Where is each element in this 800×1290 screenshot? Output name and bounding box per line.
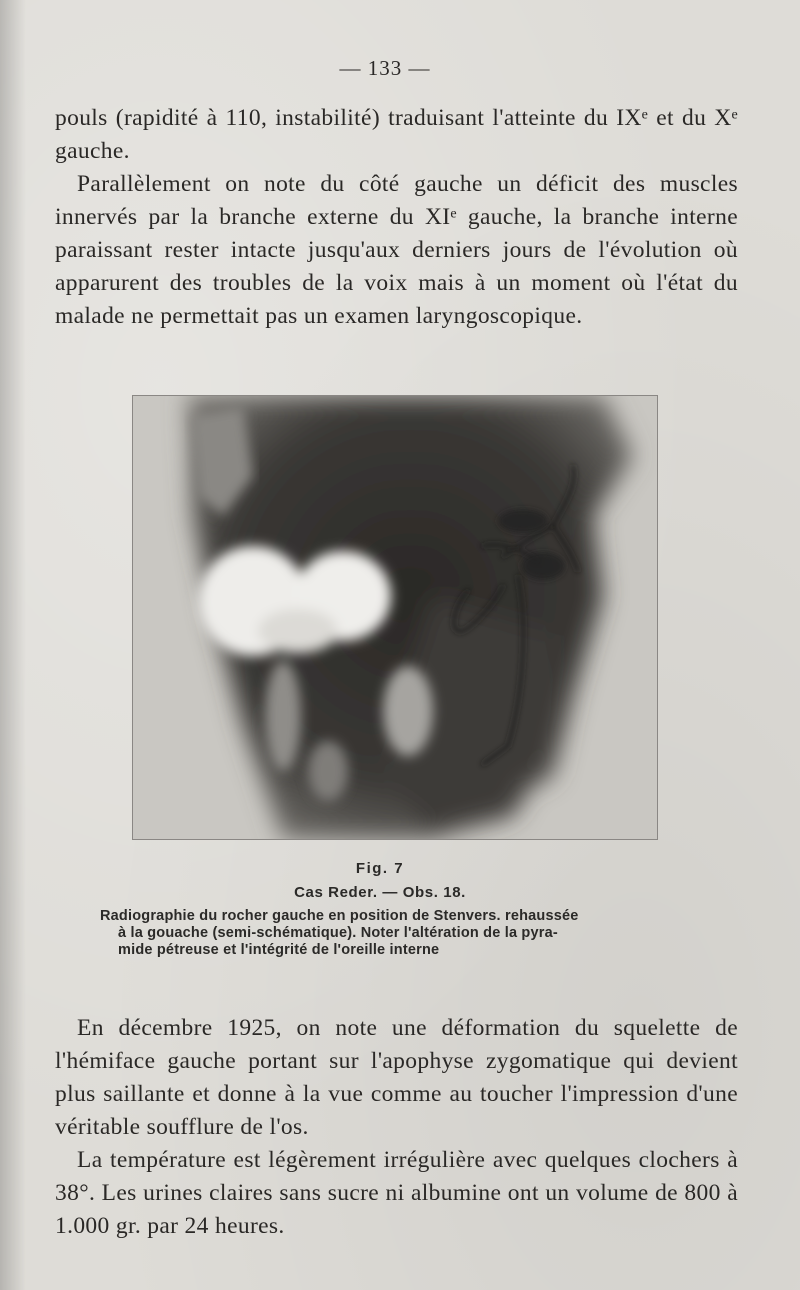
figure-description-line: Radiographie du rocher gauche en position de Stenvers. rehaussée: [100, 908, 579, 924]
figure-case: Cas Reder. — Obs. 18.: [294, 884, 466, 901]
page-number: — 133 —: [339, 56, 431, 80]
top-text-block: [55, 102, 738, 333]
radiograph-image: [133, 396, 657, 839]
paragraph-nerve-deficit: Parallèlement on note du côté gauche un déficit des muscles innervés par la branche externe du XIᵉ gauche, la branche interne paraissant rester intacte jusqu'aux derniers jours de l'évolution où apparurent des troubles de la voix mais à un moment où l'état du malade ne permettait pas un examen laryngoscopique.: [55, 171, 738, 329]
radiograph-figure: [132, 395, 658, 840]
figure-label: Fig. 7: [355, 860, 405, 877]
bottom-text-block: [55, 1012, 738, 1243]
page-edge-shadow: [0, 0, 26, 1290]
figure-description-line: à la gouache (semi-schématique). Noter l'altération de la pyra-: [118, 925, 558, 941]
paragraph-deformation: En décembre 1925, on note une déformation du squelette de l'hémiface gauche portant sur l'apophyse zygomatique qui devient plus saillante et donne à la vue comme au toucher l'impression d'une véritable soufflure de l'os.: [55, 1015, 738, 1140]
figure-description: [100, 908, 690, 959]
paragraph-pulse: pouls (rapidité à 110, instabilité) traduisant l'atteinte du IXᵉ et du Xᵉ gauche.: [55, 105, 738, 164]
figure-description-line: mide pétreuse et l'intégrité de l'oreille interne: [118, 942, 440, 958]
paragraph-temperature: La température est légèrement irrégulière avec quelques clochers à 38°. Les urines claires sans sucre ni albumine ont un volume de 800 à 1.000 gr. par 24 heures.: [55, 1147, 738, 1239]
